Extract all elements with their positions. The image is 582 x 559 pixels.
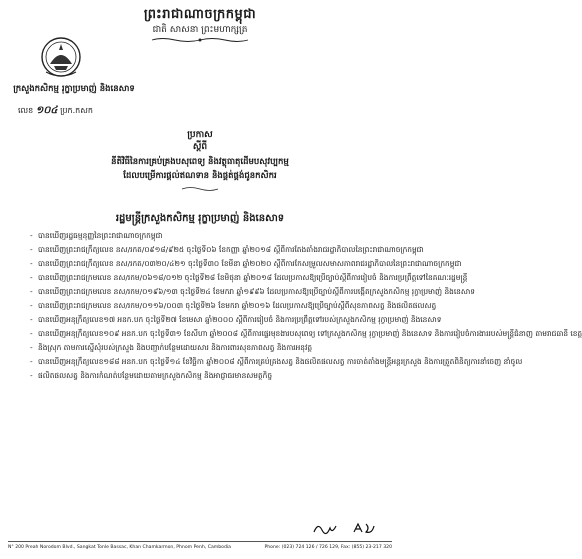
citation-item: - ផលិតផលសត្វ និងការកំណត់បន្ថែមដោយតាមក្រសួងកសិកម្ម និងអាជ្ញាធរមានសមត្ថកិច្ច xyxy=(30,369,386,383)
citation-item: - បានឃើញព្រះរាជក្រឹត្យលេខ នស/រកត/០៩១៨/៩២៥ ចុះថ្ងៃទី០៦ ខែកញ្ញា ឆ្នាំ២០១៨ ស្តីពីការតែងតាំងរាជរដ្ឋាភិបាលនៃព្រះរាជាណាចក្រកម្ពុជា xyxy=(30,243,386,257)
citation-item: - បានឃើញព្រះរាជក្រមលេខ នស/រកម/០១៩៦/១៣ ចុះថ្ងៃទី២៤ ខែមករា ឆ្នាំ១៩៩៦ ដែលប្រកាសឱ្យប្រើច្បាប់ស្តីពីការបង្កើតក្រសួងកសិកម្ម រុក្ខាប្រមាញ់ និងនេសាទ xyxy=(30,285,386,299)
ministry-seal-icon xyxy=(40,36,82,80)
initials-signature-icon xyxy=(310,520,380,538)
national-motto: ជាតិ សាសនា ព្រះមហាក្សត្រ xyxy=(152,25,248,35)
subject-label: ស្តីពី xyxy=(192,142,208,152)
reference-number xyxy=(18,103,93,118)
issuing-authority: រដ្ឋមន្ត្រីក្រសួងកសិកម្ម រុក្ខាប្រមាញ់ និងនេសាទ xyxy=(115,213,285,224)
citation-item: - បានឃើញអនុក្រឹត្យលេខ១៧ អនក.បក ចុះថ្ងៃទី២៧ ខែមេសា ឆ្នាំ២០០០ ស្តីពីការរៀបចំ និងការប្រព្រឹត្តទៅរបស់ក្រសួងកសិកម្ម រុក្ខាប្រមាញ់ និងនេសាទ xyxy=(30,313,386,327)
small-ornament-icon xyxy=(180,186,220,192)
footer-phone: Phone: (023) 724 126 / 726 129, Fax: (855) 23-217 320 xyxy=(264,545,392,550)
citation-item: - បានឃើញព្រះរាជក្រឹត្យលេខ នស/រកត/០៣២០/៤២១ ចុះថ្ងៃទី៣០ ខែមីនា ឆ្នាំ២០២០ ស្តីពីការកែសម្រួលសមាសភាពរាជរដ្ឋាភិបាលនៃព្រះរាជាណាចក្រកម្ពុជា xyxy=(30,257,386,271)
subject-line: ដែលបម្រើការផ្តល់ឥណទាន និងផ្គត់ផ្គង់ជូនកសិករ xyxy=(123,171,277,181)
citation-item: - បានឃើញរដ្ឋធម្មនុញ្ញនៃព្រះរាជាណាចក្រកម្ពុជា xyxy=(30,229,386,243)
citation-item: - បានឃើញព្រះរាជក្រមលេខ នស/រកម/០១១៦/០០៣ ចុះថ្ងៃទី២៦ ខែមករា ឆ្នាំ២០១៦ ដែលប្រកាសឱ្យប្រើច្បាប់ស្តីពីសុខភាពសត្វ និងផលិតផលសត្វ xyxy=(30,299,386,313)
ornament-divider-icon xyxy=(150,37,250,43)
ministry-name: ក្រសួងកសិកម្ម រុក្ខាប្រមាញ់ និងនេសាទ xyxy=(13,84,135,94)
footer-divider xyxy=(8,541,392,542)
reference-handwritten-number: ១០៤ xyxy=(35,105,58,116)
citation-item: - បានឃើញអនុក្រឹត្យលេខ១៨៨ អនក.បក ចុះថ្ងៃទី១៤ ខែវិច្ឆិកា ឆ្នាំ២០០៨ ស្តីពីការគ្រប់គ្រងសត្វ និងផលិតផលសត្វ ការចាត់តាំងមន្ត្រីអន្តរក្រសួង និងការត្រួតពិនិត្យការនាំចេញ នាំចូល xyxy=(30,355,386,369)
citation-item: - និងស្រុក តាមការស្នើសុំរបស់ក្រសួង និងបញ្ជាក់បន្ថែមដោយសារ និងការពារសុខភាពសត្វ និងការអនុវត្ត xyxy=(30,341,386,355)
reference-suffix: ប្រក.កសក xyxy=(60,106,93,115)
kingdom-title: ព្រះរាជាណាចក្រកម្ពុជា xyxy=(143,7,257,22)
footer-address: N° 200 Preah Norodom Blvd., Sangkat Tonle Bassac, Khan Chamkarmon, Phnom Penh, Cambodia xyxy=(8,545,231,550)
citation-item: - បានឃើញព្រះរាជក្រមលេខ នស/រកម/០៦១៨/០១២ ចុះថ្ងៃទី២៨ ខែមិថុនា ឆ្នាំ២០១៨ ដែលប្រកាសឱ្យប្រើច្បាប់ស្តីពីការរៀបចំ និងការប្រព្រឹត្តទៅនៃគណៈរដ្ឋមន្ត្រី xyxy=(30,271,386,285)
subject-line: នីតិវិធីនៃការគ្រប់គ្រងបសុពេទ្យ និងវត្ថុធាតុដើមបសុវប្បកម្ម xyxy=(111,157,289,167)
document-type: ប្រកាស xyxy=(187,130,213,140)
reference-prefix: លេខ xyxy=(18,106,34,115)
legal-citations xyxy=(30,229,582,383)
citation-item: - បានឃើញអនុក្រឹត្យលេខ១០៩ អនក.បក ចុះថ្ងៃទី៣១ ខែសីហា ឆ្នាំ២០០៨ ស្តីពីការផ្ទេរមុខងារបសុពេទ្យ ទៅក្រសួងកសិកម្ម រុក្ខាប្រមាញ់ និងនេសាទ និងការរៀបចំការងាររបស់មន្ត្រីជំនាញ តាមរាជធានី ខេត្ត xyxy=(30,327,386,341)
